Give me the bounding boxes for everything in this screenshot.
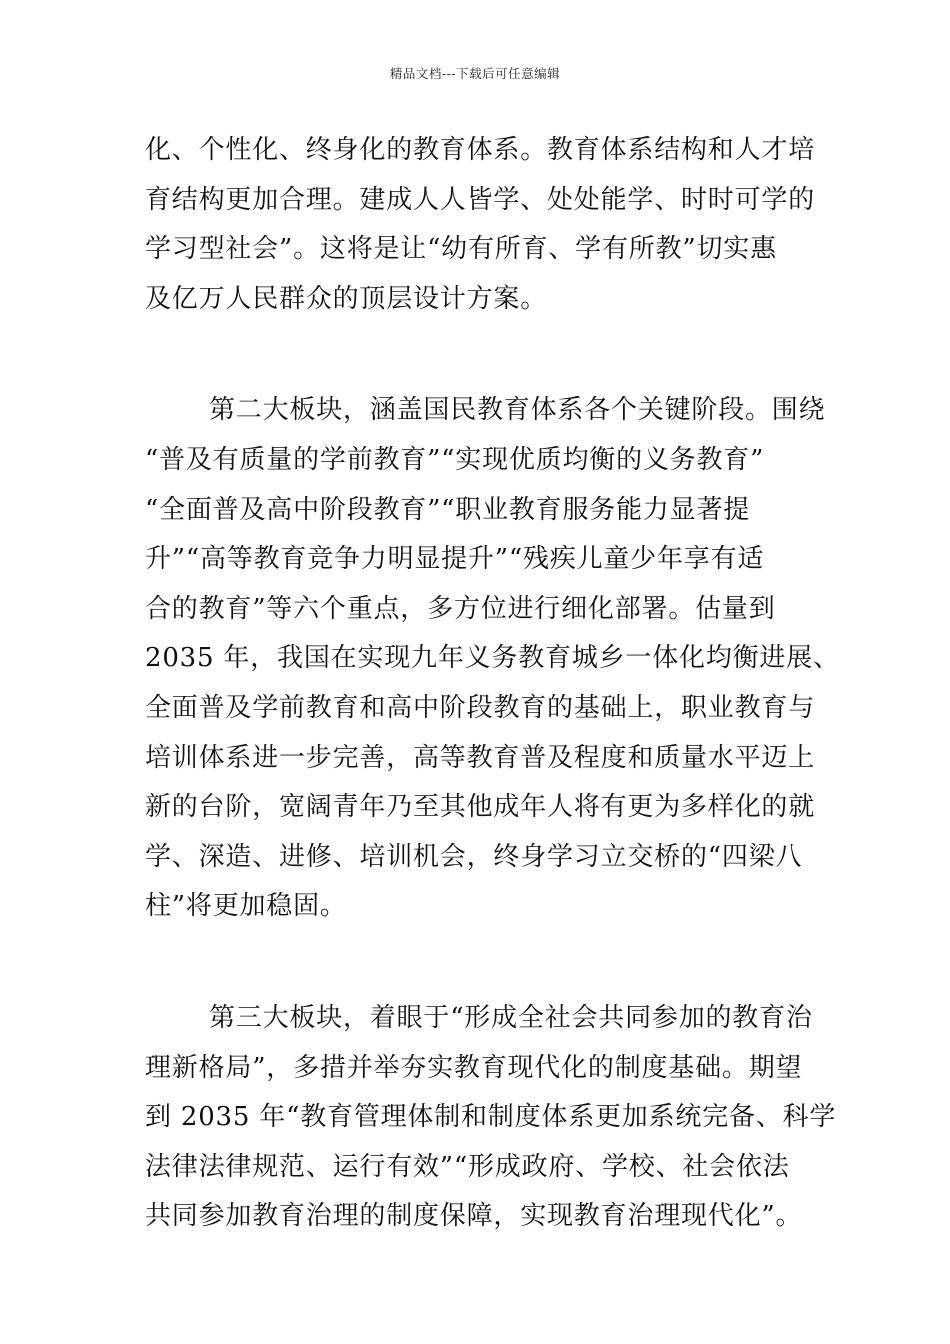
text-line: 全面普及学前教育和高中阶段教育的基础上，职业教育与: [145, 692, 816, 723]
text-line: 学、深造、进修、培训机会，终身学习立交桥的“四梁八: [145, 841, 803, 872]
paragraph-1: [145, 126, 816, 324]
text-line: 第二大板块，涵盖国民教育体系各个关键阶段。围绕: [209, 395, 826, 426]
paragraph-gap: [145, 324, 810, 386]
paragraph-2: [145, 386, 840, 932]
document-body: [145, 126, 840, 1242]
text-line: 2035 年，我国在实现九年义务教育城乡一体化均衡进展、: [145, 643, 840, 674]
text-line: “普及有质量的学前教育”“实现优质均衡的义务教育”: [145, 444, 765, 475]
text-line: 理新格局”，多措并举夯实教育现代化的制度基础。期望: [145, 1052, 803, 1083]
text-line: 共同参加教育治理的制度保障，实现教育治理现代化”。: [145, 1201, 803, 1232]
text-line: 培训体系进一步完善，高等教育普及程度和质量水平迈上: [145, 742, 816, 773]
paragraph-gap: [145, 932, 810, 994]
text-line: 化、个性化、终身化的教育体系。教育体系结构和人才培: [145, 135, 816, 165]
text-line: 到 2035 年“教育管理体制和制度体系更加系统完备、科学: [145, 1102, 837, 1133]
text-line: 升”“高等教育竞争力明显提升”“残疾儿童少年享有适: [145, 544, 765, 575]
text-line: 第三大板块，着眼于“形成全社会共同参加的教育治: [209, 1002, 813, 1033]
page-header: 精品文档---下载后可任意编辑: [389, 66, 561, 81]
paragraph-3: [145, 994, 837, 1242]
text-line: 合的教育”等六个重点，多方位进行细化部署。估量到: [145, 593, 776, 624]
text-line: 法律法律规范、运行有效”“形成政府、学校、社会依法: [145, 1151, 790, 1182]
text-line: 柱”将更加稳固。: [145, 891, 347, 922]
text-line: 学习型社会”。这将是让“幼有所育、学有所教”切实惠: [145, 234, 777, 265]
text-line: “全面普及高中阶段教育”“职业教育服务能力显著提: [145, 494, 751, 525]
text-line: 及亿万人民群众的顶层设计方案。: [145, 283, 548, 314]
text-line: 新的台阶，宽阔青年乃至其他成年人将有更为多样化的就: [145, 792, 816, 823]
text-line: 育结构更加合理。建成人人皆学、处处能学、时时可学的: [145, 184, 816, 215]
